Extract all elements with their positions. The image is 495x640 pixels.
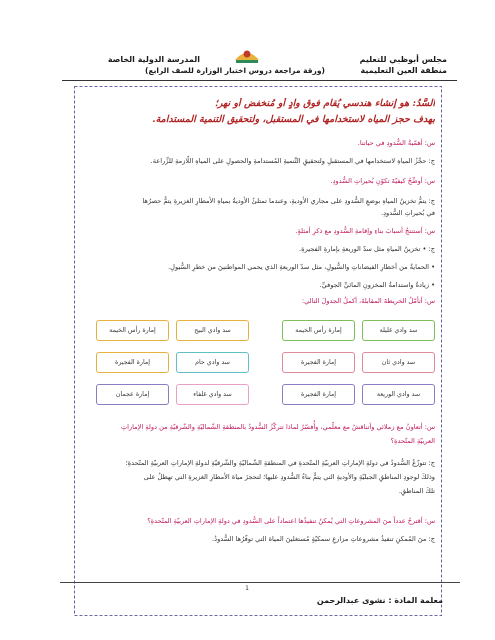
footer-teacher: معلمة المادة : نشوى عبدالرحمن	[316, 596, 443, 605]
footer-divider	[60, 582, 460, 583]
question-6: س: أقترحُ عدداً منَ المشروعاتِ التي يُمكنُ تنفيذُها اعتماداً على السُّدودِ في دولةِ الإماراتِ العربيّةِ المتّحدةِ؟	[147, 517, 435, 525]
question-5-line-2: العربيّةِ المتّحدةِ؟	[390, 437, 435, 445]
school-logo	[232, 46, 262, 64]
answer-5-line-1: ج: تتوزّعُ السُّدودُ في دولةِ الإماراتِ العربيّةِ المتّحدةِ في المنطقةِ الشّماليّةِ والشّرقيّةِ لدولةِ الإماراتِ العربيّةِ المتّحدةِ؛	[125, 459, 435, 467]
answer-5-line-3: تلكَ المناطقِ.	[398, 487, 435, 495]
header-region: منطقة العين التعليمية	[360, 66, 447, 75]
table-cell-dam-3: سد وادي ثان	[362, 352, 435, 373]
page-number: 1	[245, 585, 249, 592]
answer-3-bullet-2: • زيادةُ واستدامةُ المخزونِ المائيِّ الجوفيِّ.	[319, 281, 435, 289]
question-3: س: أستنتجُ أسبابَ بناءِ وإقامةِ السُّدودِ مع ذكرِ أمثلةٍ.	[295, 227, 435, 235]
table-cell-emirate-1: إمارة رأس الخيمة	[282, 320, 355, 341]
answer-3-bullet-1: • الحمايةُ من أخطارِ الفيضاناتِ والسُّيولِ، مثل سدّ الوريعةِ الذي يحمي المواطنينَ من خطرِ السُّيولِ.	[168, 263, 435, 271]
answer-3-line-1: ج: • تخزينُ المياهِ مثل سدّ الوريعةِ بإمارةِ الفجيرةِ.	[299, 245, 435, 253]
table-cell-emirate-4: إمارة الفجيرة	[96, 352, 169, 373]
table-cell-emirate-3: إمارة الفجيرة	[282, 352, 355, 373]
table-cell-dam-6: سد وادي غلفاء	[176, 384, 249, 405]
answer-6: ج: منَ المُمكنِ تنفيذُ مشروعاتِ مزارعِ سمكيّةٍ مُستغلينَ المياهَ التي توفّرُها السُّدودُ.	[212, 535, 435, 543]
question-1: س: أهمّيةُ السُّدودِ في حياتنا.	[357, 139, 435, 147]
table-cell-dam-4: سد وادي حام	[176, 352, 249, 373]
answer-1: ج: حجْزُ المياهِ لاستخدامها في المستقبلِ ولتحقيقِ التَّنميةِ المُستدامةِ والحصولِ على المياهِ اللّازمةِ للزِّراعة.	[150, 157, 435, 165]
answer-2-line-2: في بُحيراتِ السُّدودِ.	[381, 209, 435, 217]
table-cell-dam-1: سد وادي غليلة	[362, 320, 435, 341]
answer-5-line-2: وذلكَ لوجودِ المناطقِ الجبليّةِ والأوديةِ التي يتمُّ بناءُ السُّدودِ عليها؛ لتحجزَ مياهَ الأمطارِ الغزيرةِ التي تهطلُ على	[143, 473, 435, 481]
dam-definition-line-1: السَّدُ: هو إنشاء هندسي يُقام فوق وادٍ أو مُنخفض أو نهر؛	[214, 98, 435, 109]
header-school: مجلس أبوظبي للتعليم	[359, 55, 447, 64]
header-divider	[62, 80, 457, 81]
question-5-line-1: س: أتعاونُ مع زملائي وأتناقشُ مع معلّمي، وأُفسّرُ لماذا تتركّزُ السُّدودُ بالمنطقةِ الشّماليّةِ والشّرقيّةِ من دولةِ الإماراتِ	[120, 423, 435, 431]
dam-definition-line-2: بهدف حجز المياه لاستخدامها في المستقبل، ولتحقيق التنمية المستدامة.	[152, 114, 435, 125]
table-cell-emirate-5: إمارة الفجيرة	[282, 384, 355, 405]
header-subtitle: (ورقة مراجعة دروس اختبار الوزارة للصف الرابع)	[145, 66, 325, 75]
answer-2-line-1: ج: يتمُّ تخزينُ المياهِ بوضعِ السُّدودِ على مجاري الأوديةِ، وعندما تمتلئُ الأوديةُ بمياهِ الأمطارِ الغزيرةِ يتمُّ حصرُها	[142, 197, 435, 205]
table-cell-emirate-2: إمارة رأس الخيمة	[96, 320, 169, 341]
header-school-name: المدرسة الدولية الخاصة	[107, 55, 200, 64]
question-2: س: أوضِّحُ كيفيّةَ تكوّنِ بُحيراتِ السُّدودِ.	[330, 177, 435, 185]
table-cell-emirate-6: إمارة عجمان	[96, 384, 169, 405]
question-4-table: س: أتأمّلُ الخريطةَ المقابلةَ، أكملُ الجدولَ التالي:	[301, 297, 435, 305]
header-school-block	[337, 54, 447, 76]
table-cell-dam-2: سد وادي البيح	[176, 320, 249, 341]
table-cell-dam-5: سد وادي الوريعة	[362, 384, 435, 405]
